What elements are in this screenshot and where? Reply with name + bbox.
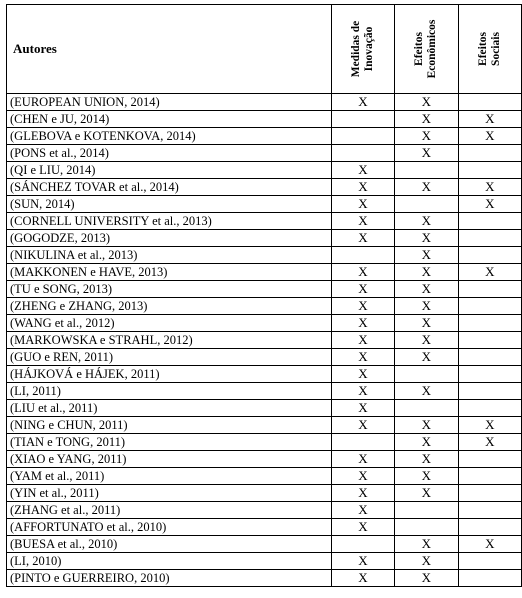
author-cell: (PINTO e GUERREIRO, 2010) — [7, 570, 332, 587]
mark-medidas-inovacao: X — [331, 553, 394, 570]
mark-medidas-inovacao: X — [331, 213, 394, 230]
table-row — [7, 111, 522, 128]
header-efeitos-sociais-text: Efeitos Sociais — [476, 32, 502, 66]
author-cell: (NING e CHUN, 2011) — [7, 417, 332, 434]
mark-efeitos-sociais — [458, 94, 521, 111]
mark-efeitos-sociais: X — [458, 434, 521, 451]
mark-efeitos-sociais — [458, 400, 521, 417]
mark-efeitos-economicos: X — [395, 349, 458, 366]
mark-efeitos-economicos: X — [395, 383, 458, 400]
header-efeitos-economicos — [395, 5, 458, 94]
author-cell: (TU e SONG, 2013) — [7, 281, 332, 298]
mark-medidas-inovacao — [331, 434, 394, 451]
mark-medidas-inovacao — [331, 111, 394, 128]
mark-medidas-inovacao: X — [331, 349, 394, 366]
mark-efeitos-sociais — [458, 315, 521, 332]
mark-medidas-inovacao: X — [331, 417, 394, 434]
author-cell: (NIKULINA et al., 2013) — [7, 247, 332, 264]
table-body — [7, 94, 522, 587]
mark-efeitos-economicos: X — [395, 434, 458, 451]
mark-efeitos-economicos: X — [395, 94, 458, 111]
author-cell: (CORNELL UNIVERSITY et al., 2013) — [7, 213, 332, 230]
author-cell: (YAM et al., 2011) — [7, 468, 332, 485]
table-row — [7, 94, 522, 111]
author-cell: (AFFORTUNATO et al., 2010) — [7, 519, 332, 536]
mark-efeitos-sociais — [458, 230, 521, 247]
table-row — [7, 332, 522, 349]
mark-medidas-inovacao: X — [331, 281, 394, 298]
mark-efeitos-sociais: X — [458, 536, 521, 553]
mark-medidas-inovacao: X — [331, 570, 394, 587]
authors-table — [6, 4, 522, 587]
mark-efeitos-economicos: X — [395, 145, 458, 162]
mark-medidas-inovacao: X — [331, 298, 394, 315]
mark-efeitos-economicos: X — [395, 468, 458, 485]
table-row — [7, 315, 522, 332]
mark-efeitos-economicos — [395, 366, 458, 383]
mark-efeitos-sociais — [458, 281, 521, 298]
table-row — [7, 145, 522, 162]
table-row — [7, 519, 522, 536]
mark-efeitos-sociais: X — [458, 264, 521, 281]
mark-efeitos-sociais — [458, 247, 521, 264]
mark-efeitos-sociais — [458, 553, 521, 570]
mark-efeitos-sociais — [458, 349, 521, 366]
mark-medidas-inovacao — [331, 247, 394, 264]
mark-efeitos-economicos: X — [395, 485, 458, 502]
mark-efeitos-economicos: X — [395, 281, 458, 298]
mark-efeitos-sociais — [458, 451, 521, 468]
author-cell: (GLEBOVA e KOTENKOVA, 2014) — [7, 128, 332, 145]
mark-medidas-inovacao: X — [331, 196, 394, 213]
author-cell: (PONS et al., 2014) — [7, 145, 332, 162]
mark-efeitos-economicos: X — [395, 553, 458, 570]
author-cell: (QI e LIU, 2014) — [7, 162, 332, 179]
mark-medidas-inovacao — [331, 128, 394, 145]
mark-medidas-inovacao — [331, 536, 394, 553]
mark-efeitos-sociais — [458, 570, 521, 587]
author-cell: (SUN, 2014) — [7, 196, 332, 213]
authors-table-container — [6, 4, 522, 587]
mark-medidas-inovacao: X — [331, 451, 394, 468]
mark-efeitos-sociais: X — [458, 196, 521, 213]
mark-efeitos-economicos: X — [395, 179, 458, 196]
mark-efeitos-economicos: X — [395, 536, 458, 553]
author-cell: (LIU et al., 2011) — [7, 400, 332, 417]
header-efeitos-sociais — [458, 5, 521, 94]
author-cell: (GOGODZE, 2013) — [7, 230, 332, 247]
author-cell: (GUO e REN, 2011) — [7, 349, 332, 366]
mark-efeitos-economicos — [395, 519, 458, 536]
mark-efeitos-economicos: X — [395, 111, 458, 128]
table-row — [7, 434, 522, 451]
table-row — [7, 536, 522, 553]
mark-medidas-inovacao: X — [331, 230, 394, 247]
mark-medidas-inovacao: X — [331, 400, 394, 417]
mark-efeitos-sociais: X — [458, 417, 521, 434]
author-cell: (SÁNCHEZ TOVAR et al., 2014) — [7, 179, 332, 196]
mark-medidas-inovacao: X — [331, 264, 394, 281]
mark-efeitos-sociais — [458, 519, 521, 536]
table-row — [7, 179, 522, 196]
table-row — [7, 213, 522, 230]
header-medidas-inovacao — [331, 5, 394, 94]
author-cell: (WANG et al., 2012) — [7, 315, 332, 332]
mark-efeitos-economicos: X — [395, 128, 458, 145]
mark-efeitos-sociais: X — [458, 179, 521, 196]
mark-efeitos-sociais — [458, 502, 521, 519]
mark-efeitos-economicos: X — [395, 247, 458, 264]
author-cell: (YIN et al., 2011) — [7, 485, 332, 502]
mark-efeitos-sociais — [458, 298, 521, 315]
mark-efeitos-sociais — [458, 213, 521, 230]
table-row — [7, 468, 522, 485]
author-cell: (EUROPEAN UNION, 2014) — [7, 94, 332, 111]
mark-efeitos-sociais: X — [458, 128, 521, 145]
mark-medidas-inovacao: X — [331, 315, 394, 332]
mark-efeitos-sociais — [458, 145, 521, 162]
mark-efeitos-economicos — [395, 400, 458, 417]
mark-medidas-inovacao: X — [331, 502, 394, 519]
mark-medidas-inovacao: X — [331, 332, 394, 349]
mark-medidas-inovacao: X — [331, 519, 394, 536]
mark-efeitos-sociais — [458, 468, 521, 485]
table-row — [7, 553, 522, 570]
mark-medidas-inovacao: X — [331, 162, 394, 179]
table-row — [7, 400, 522, 417]
mark-medidas-inovacao: X — [331, 366, 394, 383]
mark-efeitos-economicos: X — [395, 298, 458, 315]
mark-efeitos-economicos: X — [395, 332, 458, 349]
author-cell: (MAKKONEN e HAVE, 2013) — [7, 264, 332, 281]
header-medidas-inovacao-text: Medidas de Inovação — [349, 20, 375, 78]
mark-efeitos-economicos — [395, 196, 458, 213]
table-row — [7, 366, 522, 383]
mark-efeitos-economicos: X — [395, 417, 458, 434]
table-row — [7, 128, 522, 145]
mark-efeitos-economicos: X — [395, 570, 458, 587]
mark-efeitos-economicos — [395, 502, 458, 519]
table-row — [7, 264, 522, 281]
table-row — [7, 451, 522, 468]
table-row — [7, 417, 522, 434]
mark-efeitos-economicos: X — [395, 230, 458, 247]
header-row — [7, 5, 522, 94]
header-autores: Autores — [7, 5, 332, 94]
mark-medidas-inovacao: X — [331, 485, 394, 502]
table-row — [7, 230, 522, 247]
table-row — [7, 247, 522, 264]
author-cell: (BUESA et al., 2010) — [7, 536, 332, 553]
table-row — [7, 570, 522, 587]
author-cell: (ZHENG e ZHANG, 2013) — [7, 298, 332, 315]
table-row — [7, 162, 522, 179]
mark-medidas-inovacao: X — [331, 179, 394, 196]
author-cell: (HÁJKOVÁ e HÁJEK, 2011) — [7, 366, 332, 383]
mark-efeitos-sociais — [458, 383, 521, 400]
mark-efeitos-economicos — [395, 162, 458, 179]
author-cell: (MARKOWSKA e STRAHL, 2012) — [7, 332, 332, 349]
author-cell: (ZHANG et al., 2011) — [7, 502, 332, 519]
header-efeitos-economicos-text: Efeitos Econômicos — [413, 19, 439, 79]
mark-medidas-inovacao: X — [331, 94, 394, 111]
table-row — [7, 383, 522, 400]
table-row — [7, 485, 522, 502]
table-row — [7, 298, 522, 315]
mark-efeitos-sociais — [458, 366, 521, 383]
mark-efeitos-sociais — [458, 332, 521, 349]
mark-efeitos-economicos: X — [395, 213, 458, 230]
author-cell: (LI, 2011) — [7, 383, 332, 400]
table-row — [7, 196, 522, 213]
author-cell: (CHEN e JU, 2014) — [7, 111, 332, 128]
mark-efeitos-sociais — [458, 162, 521, 179]
table-row — [7, 349, 522, 366]
author-cell: (TIAN e TONG, 2011) — [7, 434, 332, 451]
author-cell: (XIAO e YANG, 2011) — [7, 451, 332, 468]
mark-medidas-inovacao: X — [331, 468, 394, 485]
mark-efeitos-economicos: X — [395, 315, 458, 332]
mark-efeitos-sociais — [458, 485, 521, 502]
mark-efeitos-sociais: X — [458, 111, 521, 128]
mark-medidas-inovacao: X — [331, 383, 394, 400]
mark-medidas-inovacao — [331, 145, 394, 162]
author-cell: (LI, 2010) — [7, 553, 332, 570]
table-row — [7, 502, 522, 519]
table-row — [7, 281, 522, 298]
mark-efeitos-economicos: X — [395, 451, 458, 468]
mark-efeitos-economicos: X — [395, 264, 458, 281]
